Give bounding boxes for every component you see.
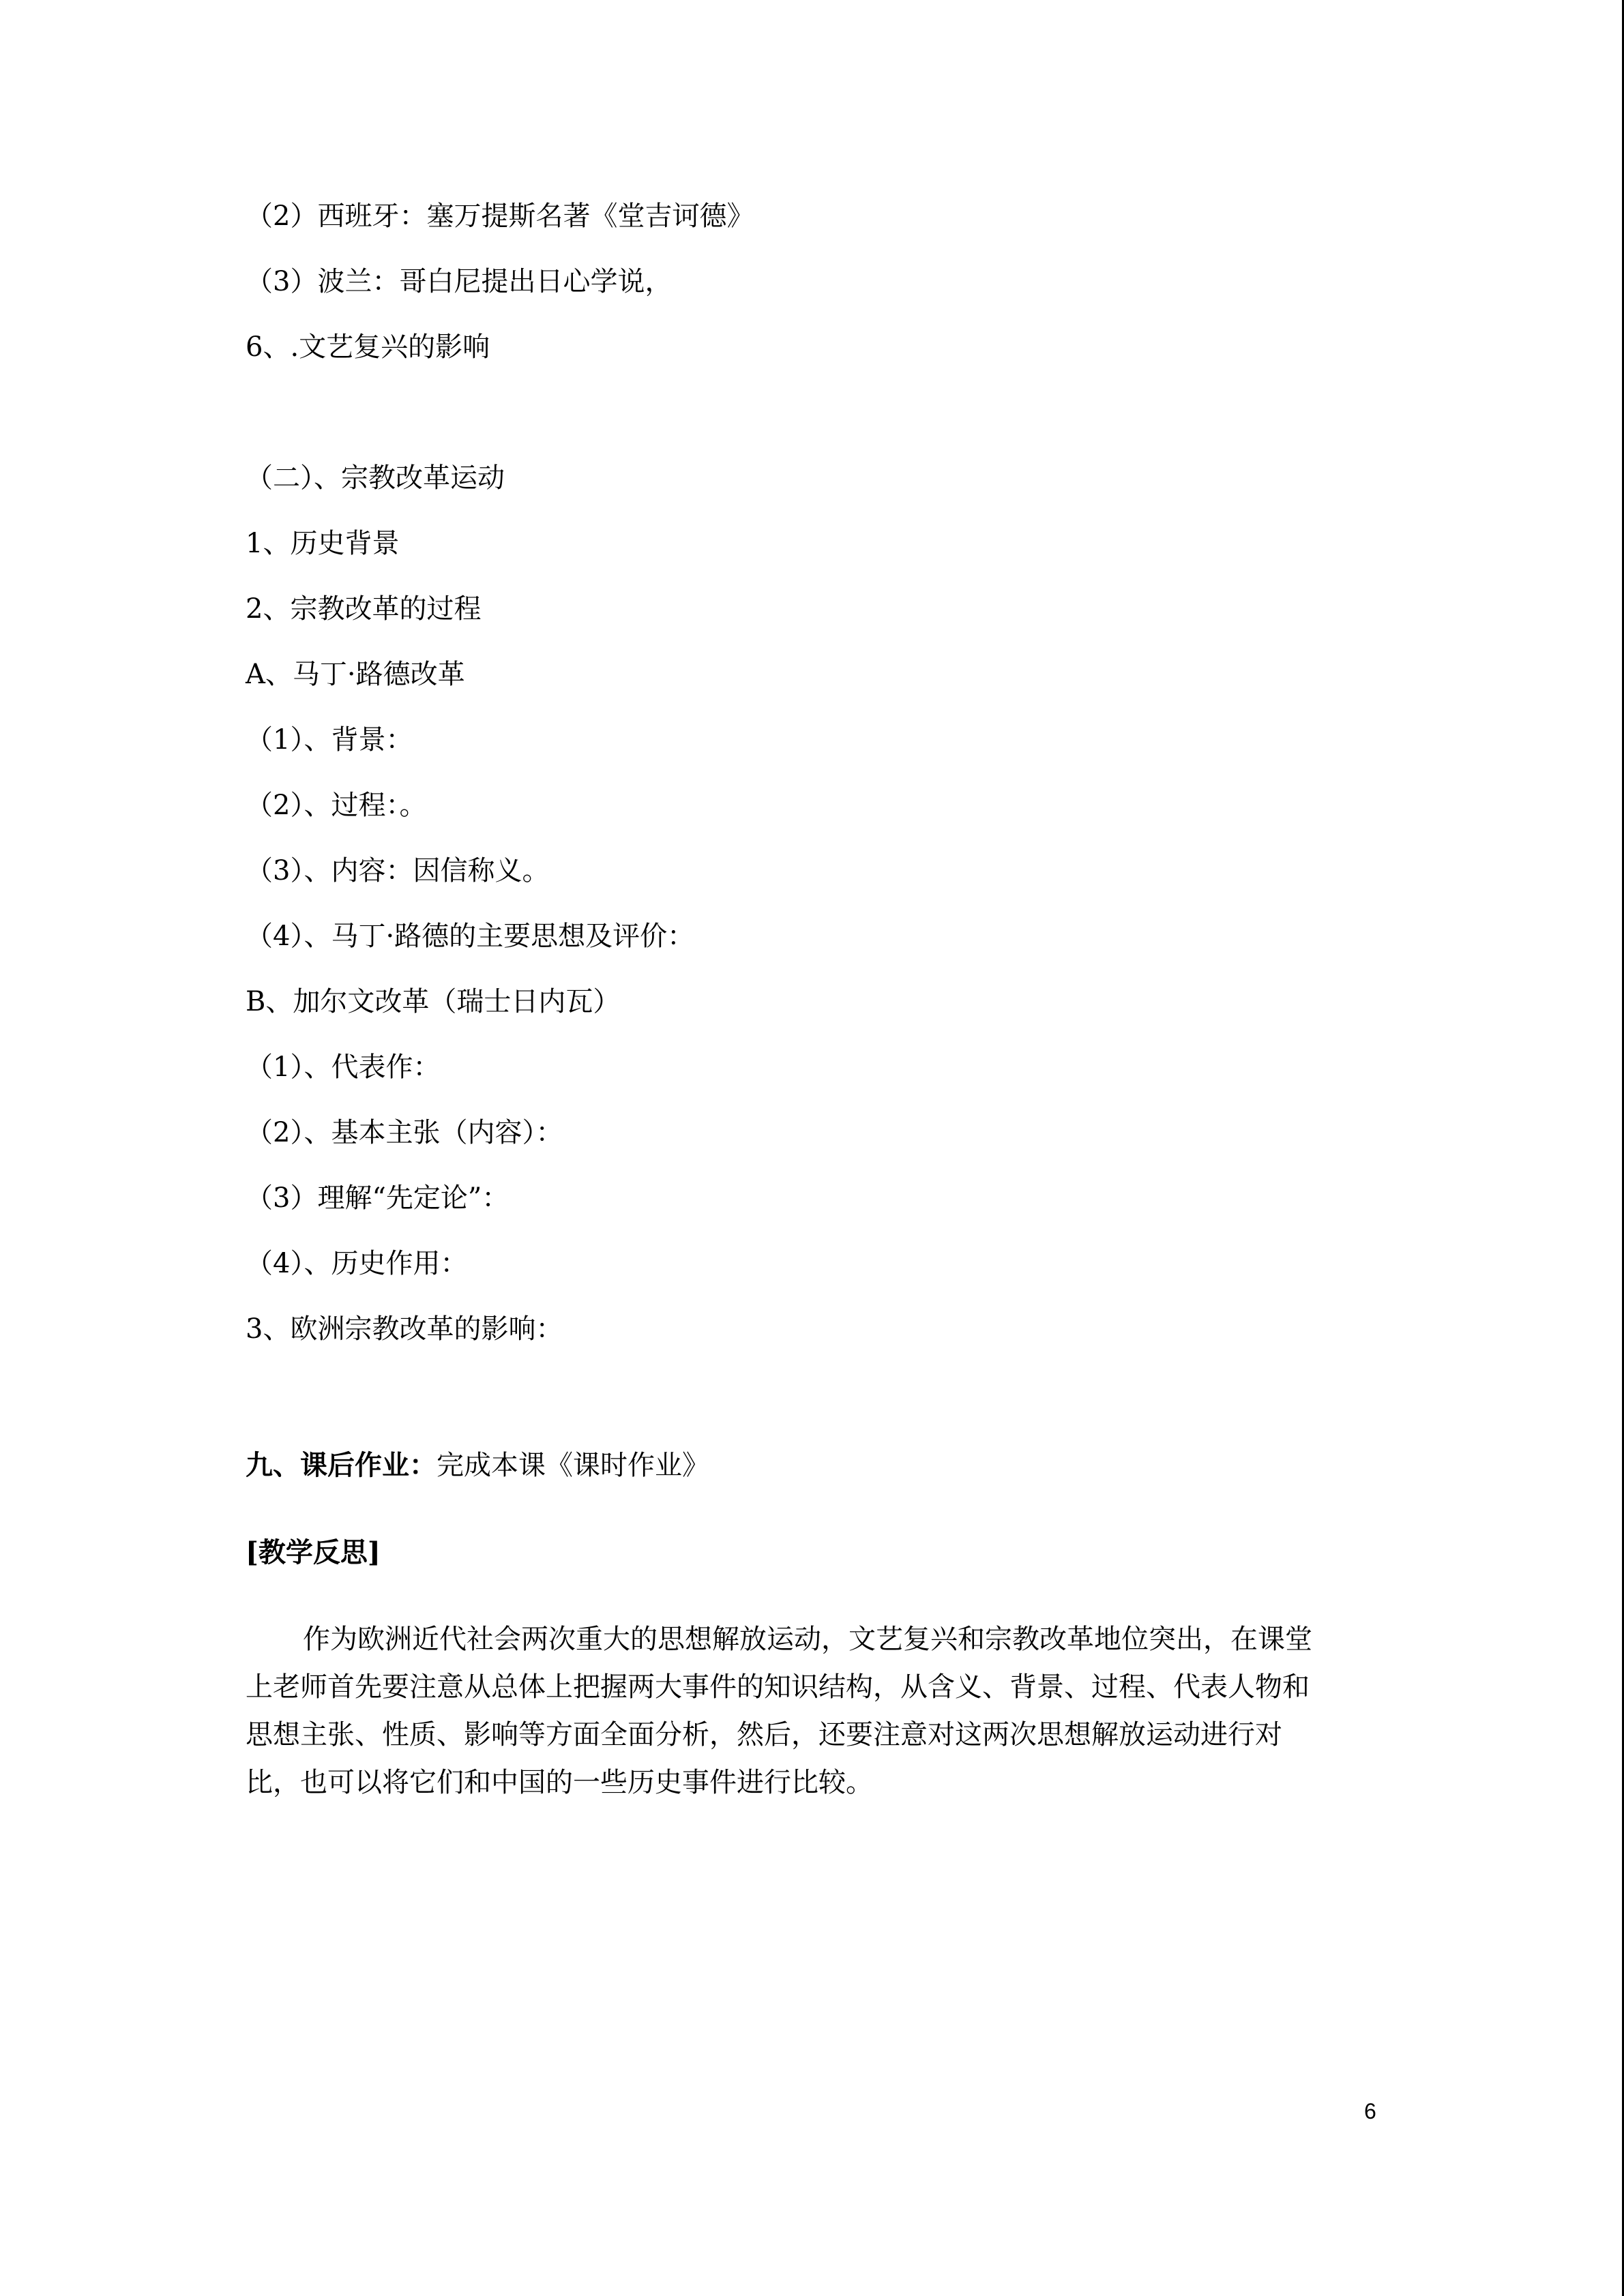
- page-number: 6: [1364, 2099, 1376, 2123]
- item-predestination: （3）理解“先定论”：: [246, 1182, 510, 1214]
- item-renaissance-impact: 6、.文艺复兴的影响: [246, 331, 490, 363]
- item-historical-background: 1、历史背景: [246, 528, 400, 559]
- reflection-line: 思想主张、性质、影响等方面全面分析，然后，还要注意对这两次思想解放运动进行对: [246, 1719, 1282, 1750]
- item-luther-thought: （4）、马丁·路德的主要思想及评价：: [246, 921, 695, 952]
- homework-line: [246, 1448, 709, 1483]
- reflection-line: 比，也可以将它们和中国的一些历史事件进行比较。: [246, 1767, 873, 1798]
- item-calvin-reform: B、加尔文改革（瑞士日内瓦）: [246, 986, 621, 1017]
- homework-text: 完成本课《课时作业》: [437, 1450, 709, 1481]
- reflection-heading: [教学反思]: [246, 1536, 381, 1568]
- item-calvin-ideas: （2）、基本主张（内容）：: [246, 1117, 563, 1148]
- item-historical-role: （4）、历史作用：: [246, 1248, 468, 1279]
- reflection-line: 作为欧洲近代社会两次重大的思想解放运动，文艺复兴和宗教改革地位突出，在课堂: [303, 1624, 1312, 1655]
- item-spain: （2）西班牙：塞万提斯名著《堂吉诃德》: [246, 200, 754, 232]
- homework-label: 九、课后作业：: [246, 1449, 437, 1481]
- item-luther-content: （3）、内容：因信称义。: [246, 855, 550, 886]
- item-luther-reform: A、马丁·路德改革: [246, 659, 465, 690]
- item-calvin-works: （1）、代表作：: [246, 1052, 441, 1083]
- reflection-paragraph: [246, 1615, 1371, 1806]
- reflection-line: 上老师首先要注意从总体上把握两大事件的知识结构，从含义、背景、过程、代表人物和: [246, 1671, 1310, 1703]
- section-reformation: （二）、宗教改革运动: [246, 462, 505, 494]
- item-poland: （3）波兰：哥白尼提出日心学说，: [246, 266, 673, 297]
- item-reformation-impact: 3、欧洲宗教改革的影响：: [246, 1313, 563, 1345]
- item-luther-background: （1）、背景：: [246, 724, 413, 756]
- item-luther-process: （2）、过程：。: [246, 790, 427, 821]
- item-reformation-process: 2、宗教改革的过程: [246, 593, 482, 625]
